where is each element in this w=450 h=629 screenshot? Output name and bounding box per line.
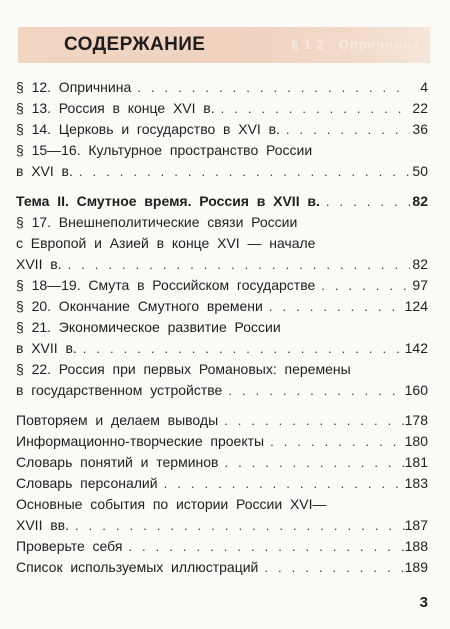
toc-entry-text: с Европой и Азией в конце XVI — начале (16, 235, 316, 251)
toc-entry-page: 36 (412, 121, 428, 137)
toc-entry-text: Словарь понятий и терминов (16, 454, 219, 470)
toc-entry-line (16, 410, 428, 431)
toc-gap (16, 182, 428, 191)
toc-entry-line (16, 212, 428, 233)
leader-dots (315, 275, 410, 296)
leader-dots (131, 77, 410, 98)
toc-entry-line (16, 77, 428, 98)
toc-entry-page: 181 (404, 454, 428, 470)
toc-entry-text: § 22. Россия при первых Романовых: перемены (16, 361, 351, 377)
toc-entry-text: в государственном устройстве (16, 382, 223, 398)
toc-entry-line (16, 536, 428, 557)
toc-entry-page: 183 (404, 475, 428, 491)
leader-dots (320, 191, 410, 212)
toc-entry-text: § 17. Внешнеполитические связи России (16, 214, 298, 230)
toc-entry-page: 82 (412, 256, 428, 272)
toc-entry-line (16, 161, 428, 182)
toc-theme-heading (16, 191, 428, 212)
toc-entry-page: 187 (404, 517, 428, 533)
toc-entry-line (16, 254, 428, 275)
leader-dots (280, 119, 410, 140)
toc-entry-line (16, 98, 428, 119)
leader-dots (264, 431, 405, 452)
toc-entry-text: Повторяем и делаем выводы (16, 412, 219, 428)
leader-dots (158, 473, 405, 494)
header-watermark: § 1 2 . Опричнина (290, 37, 420, 52)
toc-entry-line (16, 473, 428, 494)
leader-dots (218, 410, 404, 431)
page-title: СОДЕРЖАНИЕ (64, 34, 206, 55)
toc-entry-text: § 14. Церковь и государство в XVI в. (16, 121, 280, 137)
toc-entry-page: 4 (420, 79, 428, 95)
toc-entry-line (16, 275, 428, 296)
toc-entry-text: § 15—16. Культурное пространство России (16, 142, 313, 158)
toc-entry-page: 124 (404, 298, 428, 314)
toc-entry-page: 189 (404, 559, 428, 575)
toc-entry-line (16, 119, 428, 140)
leader-dots (222, 380, 404, 401)
theme-title: Тема II. Смутное время. Россия в XVII в. (16, 193, 320, 209)
toc-section-chapter2 (16, 212, 428, 401)
leader-dots (69, 515, 405, 536)
theme-page: 82 (412, 193, 428, 209)
toc-entry-page: 178 (404, 412, 428, 428)
toc-entry-text: XVII в. (16, 256, 62, 272)
toc-entry-line (16, 494, 428, 515)
toc-entry-line (16, 515, 428, 536)
toc-entry-line (16, 431, 428, 452)
toc-entry-line (16, 557, 428, 578)
leader-dots (122, 536, 404, 557)
toc-section-chapter1 (16, 77, 428, 182)
toc-entry-text: § 20. Окончание Смутного времени (16, 298, 263, 314)
toc-entry-text: Список используемых иллюстраций (16, 559, 259, 575)
toc-entry-line (16, 140, 428, 161)
toc-entry-text: Информационно-творческие проекты (16, 433, 265, 449)
toc-entry-page: 160 (404, 382, 428, 398)
toc-entry-page: 22 (412, 100, 428, 116)
table-of-contents (16, 77, 428, 578)
toc-entry-line (16, 317, 428, 338)
toc-entry-text: Основные события по истории России XVI— (16, 496, 327, 512)
toc-gap (16, 401, 428, 410)
toc-entry-text: Проверьте себя (16, 538, 123, 554)
toc-entry-text: § 21. Экономическое развитие России (16, 319, 281, 335)
toc-entry-page: 180 (404, 433, 428, 449)
leader-dots (258, 557, 404, 578)
toc-entry-text: Словарь персоналий (16, 475, 158, 491)
toc-entry-text: § 13. Россия в конце XVI в. (16, 100, 215, 116)
leader-dots (77, 338, 405, 359)
toc-entry-text: § 12. Опричнина (16, 79, 132, 95)
toc-entry-text: XVII вв. (16, 517, 69, 533)
leader-dots (215, 98, 410, 119)
toc-entry-line (16, 359, 428, 380)
toc-header-band (18, 27, 430, 63)
toc-entry-text: в XVI в. (16, 163, 73, 179)
toc-entry-text: § 18—19. Смута в Российском государстве (16, 277, 316, 293)
toc-entry-line (16, 452, 428, 473)
page-number: 3 (419, 594, 428, 611)
toc-entry-line (16, 338, 428, 359)
leader-dots (219, 452, 405, 473)
toc-entry-text: в XVII в. (16, 340, 77, 356)
toc-entry-line (16, 296, 428, 317)
leader-dots (62, 254, 410, 275)
toc-entry-page: 50 (412, 163, 428, 179)
toc-entry-page: 97 (412, 277, 428, 293)
toc-section-appendix (16, 410, 428, 578)
toc-entry-page: 188 (404, 538, 428, 554)
leader-dots (73, 161, 410, 182)
toc-entry-line (16, 380, 428, 401)
toc-entry-line (16, 233, 428, 254)
toc-entry-page: 142 (404, 340, 428, 356)
leader-dots (263, 296, 405, 317)
